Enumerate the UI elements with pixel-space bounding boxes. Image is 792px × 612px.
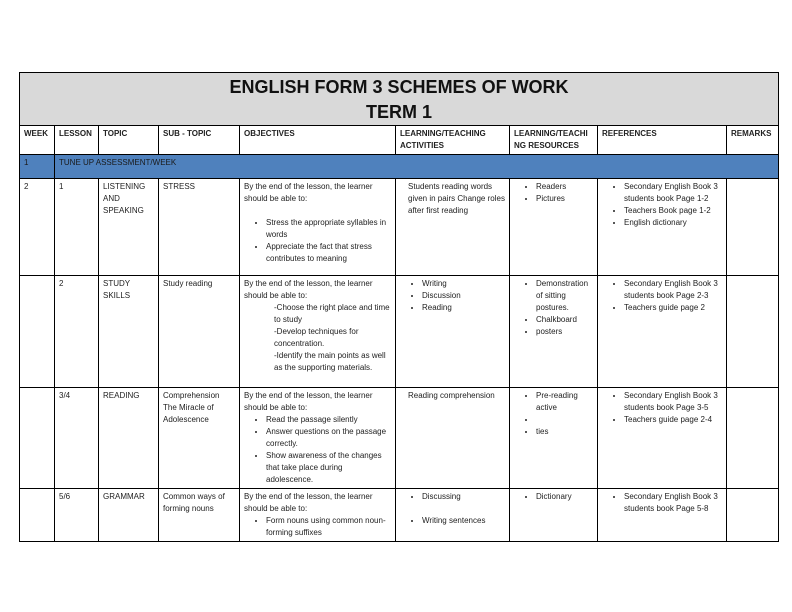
objectives-cell	[240, 276, 396, 388]
col-resources: LEARNING/TEACHI NG RESOURCES	[510, 126, 598, 155]
list-item: • Appreciate the fact that stress contributes to meaning	[266, 241, 391, 265]
remarks-cell	[727, 276, 779, 388]
objectives-intro: By the end of the lesson, the learner should be able to:	[244, 182, 373, 203]
list-item: • Discussion	[422, 290, 505, 302]
resources-list	[514, 390, 593, 438]
objectives-list	[244, 217, 391, 265]
references-cell	[598, 489, 727, 542]
col-subtopic: SUB - TOPIC	[159, 126, 240, 155]
activities-list	[400, 491, 505, 527]
list-item: • Pictures	[536, 193, 593, 205]
lesson-cell: 3/4	[55, 388, 99, 489]
list-item: • Stress the appropriate syllables in words	[266, 217, 391, 241]
resources-cell	[510, 276, 598, 388]
references-cell	[598, 388, 727, 489]
references-cell	[598, 179, 727, 276]
list-item: • Writing sentences	[422, 515, 505, 527]
subtopic-cell: Comprehension The Miracle of Adolescence	[159, 388, 240, 489]
list-item: • Writing	[422, 278, 505, 290]
week-1-row	[20, 155, 779, 179]
resources-cell	[510, 388, 598, 489]
remarks-cell	[727, 489, 779, 542]
references-list	[602, 491, 722, 515]
document-title	[20, 73, 779, 126]
table-row	[20, 489, 779, 542]
activities-cell: Reading comprehension	[396, 388, 510, 489]
resources-list	[514, 181, 593, 205]
objectives-cell	[240, 388, 396, 489]
list-item: • Chalkboard	[536, 314, 593, 326]
list-item: • Demonstration of sitting postures.	[536, 278, 593, 314]
list-item: • English dictionary	[624, 217, 722, 229]
objectives-list	[244, 515, 391, 539]
references-list	[602, 278, 722, 314]
week-cell	[20, 489, 55, 542]
activities-cell	[396, 276, 510, 388]
title-line-1: ENGLISH FORM 3 SCHEMES OF WORK	[229, 77, 569, 97]
remarks-cell	[727, 179, 779, 276]
activities-cell: Students reading words given in pairs Change roles after first reading	[396, 179, 510, 276]
week-cell: 1	[20, 155, 55, 179]
col-lesson: LESSON	[55, 126, 99, 155]
list-item: • Secondary English Book 3 students book Page 5-8	[624, 491, 722, 515]
resources-cell	[510, 489, 598, 542]
col-activities: LEARNING/TEACHING ACTIVITIES	[396, 126, 510, 155]
list-item: • Teachers guide page 2-4	[624, 414, 722, 426]
objective-item: -Choose the right place and time to study	[274, 303, 390, 324]
table-row	[20, 179, 779, 276]
list-item: • Secondary English Book 3 students book Page 3-5	[624, 390, 722, 414]
col-topic: TOPIC	[99, 126, 159, 155]
subtopic-cell: STRESS	[159, 179, 240, 276]
list-item: • Form nouns using common noun-forming suffixes	[266, 515, 391, 539]
header-row	[20, 126, 779, 155]
col-objectives: OBJECTIVES	[240, 126, 396, 155]
schemes-table	[19, 72, 779, 542]
remarks-cell	[727, 388, 779, 489]
subtopic-cell: Study reading	[159, 276, 240, 388]
objectives-cell	[240, 489, 396, 542]
references-list	[602, 181, 722, 229]
title-line-2: TERM 1	[366, 102, 433, 122]
resources-list	[514, 278, 593, 338]
objective-item: -Identify the main points as well as the supporting materials.	[274, 351, 386, 372]
objectives-intro: By the end of the lesson, the learner should be able to:	[244, 492, 373, 513]
lesson-cell: 1	[55, 179, 99, 276]
list-item	[536, 414, 593, 426]
list-item: • Secondary English Book 3 students book Page 1-2	[624, 181, 722, 205]
col-references: REFERENCES	[598, 126, 727, 155]
topic-cell: GRAMMAR	[99, 489, 159, 542]
topic-cell: STUDY SKILLS	[99, 276, 159, 388]
list-item: • Show awareness of the changes that take place during adolescence.	[266, 450, 391, 486]
col-remarks: REMARKS	[727, 126, 779, 155]
objectives-cell	[240, 179, 396, 276]
week-cell: 2	[20, 179, 55, 276]
list-item: • Answer questions on the passage correctly.	[266, 426, 391, 450]
subtopic-cell: Common ways of forming nouns	[159, 489, 240, 542]
table-row	[20, 388, 779, 489]
list-item: • Secondary English Book 3 students book Page 2-3	[624, 278, 722, 302]
list-item: • posters	[536, 326, 593, 338]
lesson-cell: 5/6	[55, 489, 99, 542]
objectives-list	[244, 414, 391, 486]
lesson-cell: 2	[55, 276, 99, 388]
list-item: • ties	[536, 426, 593, 438]
references-list	[602, 390, 722, 426]
activities-list	[400, 278, 505, 314]
week-cell	[20, 276, 55, 388]
activities-cell	[396, 489, 510, 542]
table-row	[20, 276, 779, 388]
week-1-note: TUNE UP ASSESSMENT/WEEK	[55, 155, 779, 179]
topic-cell: READING	[99, 388, 159, 489]
schemes-of-work-sheet	[19, 72, 778, 542]
list-item: • Pre-reading active	[536, 390, 593, 414]
list-item: • Read the passage silently	[266, 414, 391, 426]
week-cell	[20, 388, 55, 489]
resources-list	[514, 491, 593, 503]
references-cell	[598, 276, 727, 388]
list-item: • Readers	[536, 181, 593, 193]
list-item: • Discussing	[422, 491, 505, 503]
objective-item: -Develop techniques for concentration.	[274, 327, 359, 348]
resources-cell	[510, 179, 598, 276]
list-item: • Dictionary	[536, 491, 593, 503]
col-week: WEEK	[20, 126, 55, 155]
objectives-intro: By the end of the lesson, the learner should be able to:	[244, 279, 373, 300]
topic-cell: LISTENING AND SPEAKING	[99, 179, 159, 276]
list-item: • Teachers guide page 2	[624, 302, 722, 314]
objectives-intro: By the end of the lesson, the learner should be able to:	[244, 391, 373, 412]
list-item: • Reading	[422, 302, 505, 314]
list-item: • Teachers Book page 1-2	[624, 205, 722, 217]
